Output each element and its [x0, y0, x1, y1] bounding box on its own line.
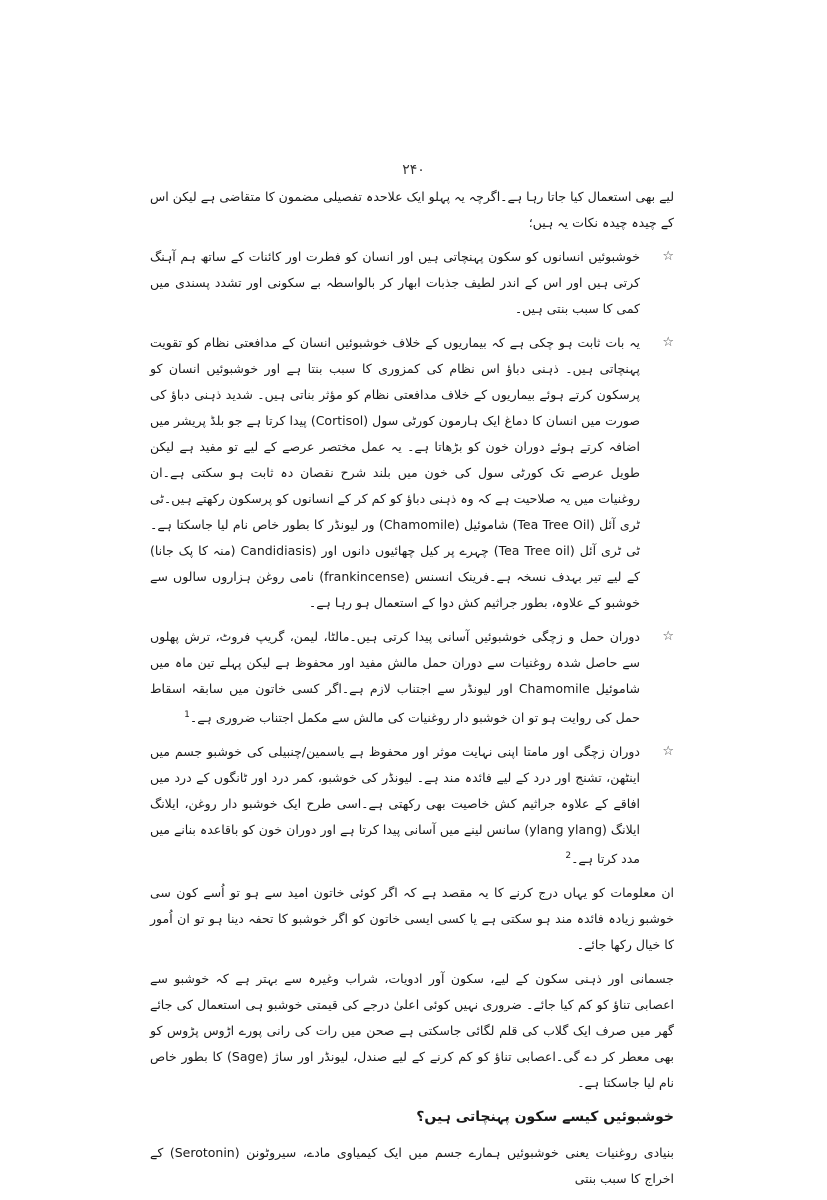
page-body	[150, 184, 674, 1200]
footnote-marker: 1	[184, 710, 190, 720]
bullet-item-3	[150, 624, 674, 731]
bullet-item-2	[150, 330, 674, 616]
paragraph-relaxation: جسمانی اور ذہنی سکون کے لیے، سکون آور ادویات، شراب وغیرہ سے بہتر ہے کہ خوشبو سے اعصابی تناؤ کو کم کیا جائے۔ ضروری نہیں کوئی اعلیٰ درجے کی قیمتی خوشبو ہی استعمال کی جائے گھر میں صرف ایک گلاب کی قلم لگائی جاسکتی ہے صحن میں رات کی رانی پورے اڑوس پڑوس کو بھی معطر کر دے گی۔اعصابی تناؤ کو کم کرنے کے لیے صندل، لیونڈر اور ساژ (Sage) کا بطور خاص نام لیا جاسکتا ہے۔	[150, 971, 674, 1091]
footnote-marker: 2	[565, 851, 572, 862]
star-bullet-icon: ☆	[662, 744, 674, 760]
bullet-text: یہ بات ثابت ہو چکی ہے کہ بیماریوں کے خلاف خوشبوئیں انسان کے مدافعتی نظام کو تقویت پہنچاتی ہیں۔ ذہنی دباؤ اس نظام کی کمزوری کا سبب بنتا ہے اور خوشبوئیں انسان کو پرسکون کرتے ہوئے بیماریوں کے خلاف مدافعتی نظام کو مؤثر بناتی ہیں۔ شدید ذہنی دباؤ کی صورت میں انسان کا دماغ ایک ہارمون کورٹی سول (Cortisol) پیدا کرتا ہے جو بلڈ پریشر میں اضافہ کرتے ہوئے دوران خون کو بڑھاتا ہے۔ یہ عمل مختصر عرصے کے لیے تو مفید ہے لیکن طویل عرصے تک کورٹی سول کی خون میں بلند شرح نقصان دہ ثابت ہو سکتی ہے۔ان روغنیات میں یہ صلاحیت ہے کہ وہ ذہنی دباؤ کو کم کر کے انسانوں کو پرسکون رکھتے ہیں۔ٹی ٹری آئل (Tea Tree Oil) شاموئیل (Chamomile) ور لیونڈر کا بطور خاص نام لیا جاسکتا ہے۔ٹی ٹری آئل (Tea Tree oil) چہرے پر کیل چھائیوں دانوں اور (Candidiasis (منہ کا پک جانا) کے لیے تیر بہدف نسخہ ہے۔فرینک انسنس (frankincense) نامی روغن ہزاروں سالوں سے خوشبو کے علاوہ، بطور جراثیم کش دوا کے استعمال ہو رہا ہے۔	[150, 335, 641, 610]
paragraph-serotonin: بنیادی روغنیات یعنی خوشبوئیں ہمارے جسم میں ایک کیمیاوی مادے، سیروٹونن (Serotonin) کے اخراج کا سبب بنتی	[150, 1145, 674, 1187]
star-bullet-icon: ☆	[662, 629, 674, 644]
bullet-text: خوشبوئیں انسانوں کو سکون پہنچاتی ہیں اور انسان کو فطرت اور کائنات کے ساتھ ہم آہنگ کرتی ہیں اور اس کے اندر لطیف جذبات ابھار کر بالواسطہ بے سکونی اور تشدد پسندی میں کمی کا سبب بنتی ہیں۔	[150, 249, 640, 316]
paragraph-purpose: ان معلومات کو یہاں درج کرنے کا یہ مقصد ہے کہ اگر کوئی خاتون امید سے ہو تو اُسے کون سی خوشبو زیادہ فائدہ مند ہو سکتی ہے یا کسی ایسی خاتون کو اگر خوشبو کا تحفہ دینا ہو تو ان اُمور کا خیال رکھا جائے۔	[150, 885, 674, 953]
section-heading: خوشبوئیں کیسے سکون پہنچاتی ہیں؟	[416, 1109, 674, 1126]
intro-paragraph: لیے بھی استعمال کیا جاتا رہا ہے۔اگرچہ یہ پہلو ایک علاحدہ تفصیلی مضمون کا متقاضی ہے لیکن اس کے چیدہ چیدہ نکات یہ ہیں؛	[150, 189, 674, 230]
bullet-item-1	[150, 244, 674, 322]
page-number: ۲۴۰	[402, 162, 425, 178]
bullet-text: دوران حمل و زچگی خوشبوئیں آسانی پیدا کرتی ہیں۔مالٹا، لیمن، گریپ فروٹ، ترش پھلوں سے حاصل شدہ روغنیات سے دوران حمل مالش مفید اور محفوظ ہے لیکن پہلے تین ماہ میں شاموئیل Chamomile اور لیونڈر سے اجتناب لازم ہے۔اگر کسی خاتون میں سابقہ اسقاط حمل کی روایت ہو تو ان خوشبو دار روغنیات کی مالش سے مکمل اجتناب ضروری ہے۔	[150, 629, 640, 726]
bullet-item-4	[150, 739, 674, 872]
star-bullet-icon: ☆	[662, 335, 674, 350]
bullet-text: دوران زچگی اور مامتا اپنی نہایت موثر اور محفوظ ہے یاسمین/چنبیلی کی خوشبو جسم میں اینٹھن، تشنج اور درد کے لیے فائدہ مند ہے۔ لیونڈر کی خوشبو، کمر درد اور ٹانگوں کے درد میں افاقے کے علاوہ جراثیم کش خاصیت بھی رکھتی ہے۔اسی طرح ایک خوشبو دار روغن، ایلانگ ایلانگ (ylang ylang) سانس لینے میں آسانی پیدا کرتا ہے اور دوران خون کو باقاعدہ بنانے میں مدد کرتا ہے۔	[150, 744, 640, 867]
star-bullet-icon: ☆	[662, 249, 674, 264]
